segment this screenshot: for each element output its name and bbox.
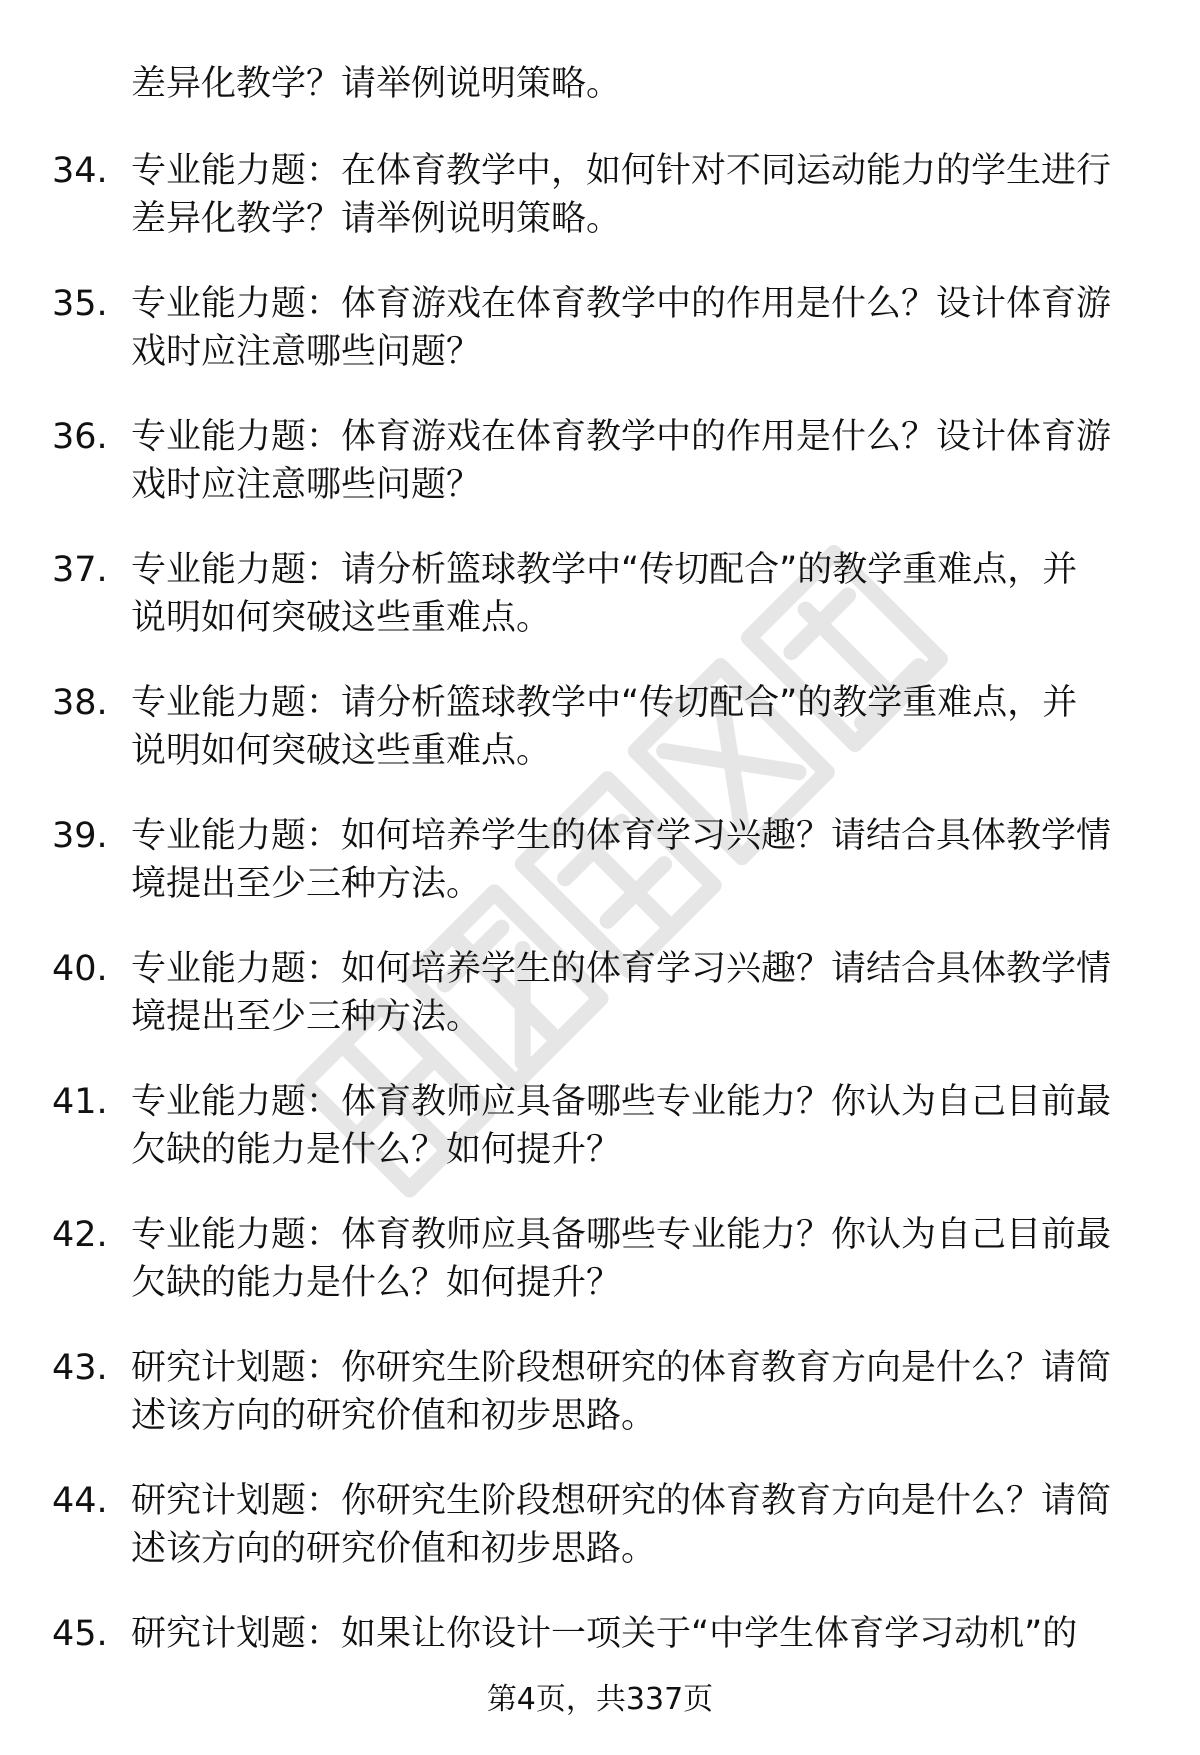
question-text-line: 境提出至少三种方法。: [131, 864, 482, 904]
question-text: [131, 147, 1141, 243]
question-text: [131, 812, 1141, 908]
question-text-line: 专业能力题：请分析篮球教学中“传切配合”的教学重难点，并: [131, 683, 1078, 723]
question-number: 37.: [52, 550, 108, 590]
question-text: [131, 280, 1141, 376]
question-item: [0, 413, 1200, 546]
page-footer: 第4页，共337页: [486, 1682, 714, 1717]
question-text-line: 专业能力题：体育教师应具备哪些专业能力？你认为自己目前最: [131, 1082, 1112, 1122]
question-text-line: 专业能力题：体育游戏在体育教学中的作用是什么？设计体育游: [131, 284, 1112, 324]
question-item: [0, 147, 1200, 280]
question-number: 41.: [52, 1082, 108, 1122]
question-text: [131, 1610, 1141, 1658]
question-item: [0, 945, 1200, 1078]
question-text-line: 说明如何突破这些重难点。: [131, 598, 552, 638]
question-item: [0, 280, 1200, 413]
question-text-line: 境提出至少三种方法。: [131, 997, 482, 1037]
question-list: [0, 147, 1200, 1743]
question-text-line: 专业能力题：请分析篮球教学中“传切配合”的教学重难点，并: [131, 550, 1078, 590]
question-text: [131, 1477, 1141, 1573]
question-text: [131, 1211, 1141, 1307]
question-item: [0, 1344, 1200, 1477]
question-number: 39.: [52, 816, 108, 856]
question-text: [131, 1344, 1141, 1440]
question-item: [0, 1610, 1200, 1743]
question-text-line: 述该方向的研究价值和初步思路。: [131, 1396, 657, 1436]
continued-question-text: 差异化教学？请举例说明策略。: [131, 64, 622, 104]
question-text-line: 专业能力题：如何培养学生的体育学习兴趣？请结合具体教学情: [131, 949, 1112, 989]
question-number: 36.: [52, 417, 108, 457]
question-number: 34.: [52, 151, 108, 191]
question-text-line: 戏时应注意哪些问题？: [131, 465, 482, 505]
question-text-line: 欠缺的能力是什么？如何提升？: [131, 1263, 622, 1303]
question-item: [0, 812, 1200, 945]
question-text-line: 述该方向的研究价值和初步思路。: [131, 1529, 657, 1569]
question-text-line: 研究计划题：你研究生阶段想研究的体育教育方向是什么？请简: [131, 1481, 1112, 1521]
question-number: 44.: [52, 1481, 108, 1521]
question-number: 38.: [52, 683, 108, 723]
question-text-line: 研究计划题：你研究生阶段想研究的体育教育方向是什么？请简: [131, 1348, 1112, 1388]
question-item: [0, 546, 1200, 679]
question-number: 35.: [52, 284, 108, 324]
question-item: [0, 1078, 1200, 1211]
question-text: [131, 679, 1141, 775]
question-text-line: 戏时应注意哪些问题？: [131, 332, 482, 372]
question-text-line: 欠缺的能力是什么？如何提升？: [131, 1130, 622, 1170]
question-item: [0, 679, 1200, 812]
question-text-line: 专业能力题：如何培养学生的体育学习兴趣？请结合具体教学情: [131, 816, 1112, 856]
question-item: [0, 1211, 1200, 1344]
question-number: 43.: [52, 1348, 108, 1388]
question-text: [131, 413, 1141, 509]
question-text: [131, 1078, 1141, 1174]
question-number: 42.: [52, 1215, 108, 1255]
question-text: [131, 945, 1141, 1041]
question-number: 45.: [52, 1614, 108, 1654]
question-text-line: 专业能力题：体育游戏在体育教学中的作用是什么？设计体育游: [131, 417, 1112, 457]
question-text: [131, 546, 1141, 642]
question-text-line: 专业能力题：体育教师应具备哪些专业能力？你认为自己目前最: [131, 1215, 1112, 1255]
question-number: 40.: [52, 949, 108, 989]
question-text-line: 差异化教学？请举例说明策略。: [131, 199, 622, 239]
question-text-line: 研究计划题：如果让你设计一项关于“中学生体育学习动机”的: [131, 1614, 1078, 1654]
question-text-line: 说明如何突破这些重难点。: [131, 731, 552, 771]
question-item: [0, 1477, 1200, 1610]
question-text-line: 专业能力题：在体育教学中，如何针对不同运动能力的学生进行: [131, 151, 1112, 191]
